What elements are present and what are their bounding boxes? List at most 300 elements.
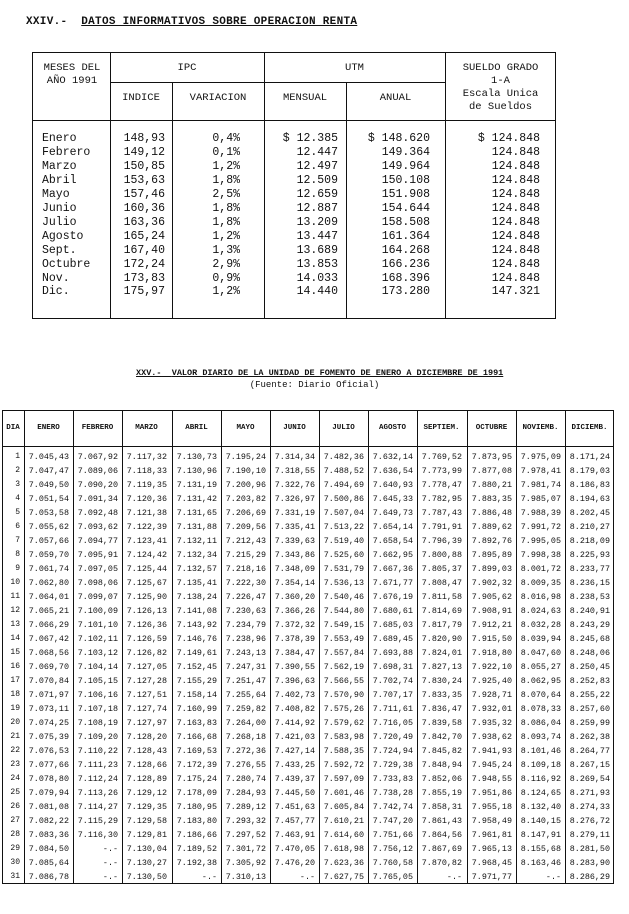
uf-value: 7.086,78 — [28, 872, 69, 882]
uf-day-number: 23 — [10, 760, 20, 769]
uf-value: 7.494,69 — [323, 480, 364, 490]
sueldo-value: 124.848 — [491, 187, 540, 201]
uf-value: 7.135,41 — [176, 578, 217, 588]
uf-header-junio: JUNIO — [283, 424, 306, 432]
sueldo-value: $ 124.848 — [477, 132, 540, 145]
uf-value: 7.733,83 — [372, 774, 413, 784]
uf-value: 7.206,69 — [225, 508, 266, 518]
uf-value: 7.439,37 — [274, 774, 315, 784]
utm-monthly: 12.447 — [296, 145, 338, 159]
month-name: Agosto — [42, 229, 84, 243]
uf-value: 7.968,45 — [471, 858, 512, 868]
uf-value: 7.118,33 — [126, 466, 167, 476]
uf-value: 7.991,72 — [520, 522, 561, 532]
header-meses-line1: MESES DEL — [43, 62, 101, 74]
uf-value: 7.570,90 — [323, 690, 364, 700]
utm-annual: 151.908 — [381, 187, 430, 201]
uf-value: 7.108,19 — [77, 718, 118, 728]
uf-value: 7.925,40 — [471, 676, 512, 686]
uf-value: 7.742,74 — [372, 802, 413, 812]
uf-value: 8.132,40 — [520, 802, 561, 812]
month-name: Marzo — [42, 159, 77, 173]
uf-value: 7.676,19 — [372, 592, 413, 602]
uf-value: 7.601,46 — [323, 788, 364, 798]
uf-value: 7.155,29 — [176, 676, 217, 686]
uf-value: 7.215,29 — [225, 550, 266, 560]
uf-value: 7.074,25 — [28, 718, 69, 728]
section-2-title-text: VALOR DIARIO DE LA UNIDAD DE FOMENTO DE ENERO A DICIEMBRE DE 1991 — [171, 368, 504, 378]
uf-value: 7.132,34 — [176, 550, 217, 560]
header-indice: INDICE — [122, 92, 160, 104]
uf-value: 7.889,62 — [471, 522, 512, 532]
ipc-variation: 1,2% — [212, 285, 240, 299]
sueldo-value: 124.848 — [491, 243, 540, 257]
uf-value: 8.276,72 — [569, 816, 610, 826]
uf-value: 7.127,05 — [126, 662, 167, 672]
uf-day-number: 17 — [10, 676, 20, 685]
header-sueldo-line3: Escala Unica — [462, 88, 539, 100]
ipc-index: 160,36 — [123, 201, 165, 215]
uf-value: 8.271,93 — [569, 788, 610, 798]
utm-monthly: 13.689 — [296, 243, 338, 257]
uf-value: 7.955,18 — [471, 802, 512, 812]
uf-header-mayo: MAYO — [236, 424, 255, 432]
uf-value: 7.284,93 — [225, 788, 266, 798]
uf-header-noviemb: NOVIEMB. — [522, 424, 559, 432]
uf-value: 7.636,54 — [372, 466, 413, 476]
uf-value: 8.286,29 — [569, 872, 610, 882]
header-meses-line2: AÑO 1991 — [46, 75, 98, 87]
uf-value: 7.861,43 — [421, 816, 462, 826]
uf-value: 7.076,53 — [28, 746, 69, 756]
ipc-variation: 1,2% — [212, 159, 240, 173]
uf-value: 7.778,47 — [421, 480, 462, 490]
uf-value: 7.873,95 — [471, 452, 512, 462]
uf-value: 7.125,90 — [126, 592, 167, 602]
uf-value: 7.605,84 — [323, 802, 364, 812]
uf-value: 7.090,20 — [77, 480, 118, 490]
uf-header-septiem: SEPTIEM. — [423, 424, 460, 432]
uf-value: 7.068,56 — [28, 648, 69, 658]
header-sueldo-line4: de Sueldos — [468, 101, 532, 113]
uf-value: 8.194,63 — [569, 494, 610, 504]
ipc-variation: 0,1% — [212, 145, 240, 159]
uf-value: 7.131,65 — [176, 508, 217, 518]
uf-header-agosto: AGOSTO — [378, 424, 406, 432]
month-name: Nov. — [42, 271, 70, 285]
uf-value: 8.062,95 — [520, 676, 561, 686]
uf-value: 7.073,11 — [28, 704, 69, 714]
utm-monthly: 12.497 — [296, 159, 338, 173]
uf-value: 7.095,91 — [77, 550, 118, 560]
uf-value: 7.331,19 — [274, 508, 315, 518]
uf-value: 7.800,88 — [421, 550, 462, 560]
uf-value: -.- — [102, 858, 118, 868]
uf-value: 7.525,60 — [323, 550, 364, 560]
uf-value: 8.218,09 — [569, 536, 610, 546]
uf-value: 7.935,32 — [471, 718, 512, 728]
uf-value: 7.360,20 — [274, 592, 315, 602]
uf-value: 7.057,66 — [28, 536, 69, 546]
uf-day-number: 22 — [10, 746, 20, 755]
uf-value: 8.283,90 — [569, 858, 610, 868]
uf-day-number: 1 — [15, 452, 20, 461]
utm-monthly: $ 12.385 — [282, 132, 338, 145]
uf-value: 7.724,94 — [372, 746, 413, 756]
uf-value: 7.680,61 — [372, 606, 413, 616]
uf-value: 7.773,99 — [421, 466, 462, 476]
uf-value: 7.488,52 — [323, 466, 364, 476]
uf-value: 7.103,12 — [77, 648, 118, 658]
uf-value: 7.082,22 — [28, 816, 69, 826]
uf-value: 7.066,29 — [28, 620, 69, 630]
month-name: Abril — [42, 173, 77, 187]
uf-value: 7.186,66 — [176, 830, 217, 840]
uf-value: 7.259,82 — [225, 704, 266, 714]
uf-value: 7.470,05 — [274, 844, 315, 854]
uf-value: 7.839,58 — [421, 718, 462, 728]
uf-day-number: 7 — [15, 536, 20, 545]
uf-value: 7.912,21 — [471, 620, 512, 630]
uf-value: 7.610,21 — [323, 816, 364, 826]
utm-monthly: 13.209 — [296, 215, 338, 229]
uf-value: 7.632,14 — [372, 452, 413, 462]
ipc-index: 163,36 — [123, 215, 165, 229]
uf-value: 7.067,92 — [77, 452, 118, 462]
uf-value: 7.190,10 — [225, 466, 266, 476]
utm-annual: 173.280 — [381, 285, 430, 299]
uf-value: 7.895,89 — [471, 550, 512, 560]
uf-value: 7.209,56 — [225, 522, 266, 532]
month-name: Sept. — [42, 243, 77, 257]
uf-value: 7.127,74 — [126, 704, 167, 714]
uf-value: 7.951,86 — [471, 788, 512, 798]
uf-value: 7.932,01 — [471, 704, 512, 714]
uf-value: 7.075,39 — [28, 732, 69, 742]
header-mensual: MENSUAL — [282, 92, 328, 104]
uf-value: 7.627,75 — [323, 872, 364, 882]
uf-value: 7.098,06 — [77, 578, 118, 588]
uf-value: 7.310,13 — [225, 872, 266, 882]
uf-value: 7.132,57 — [176, 564, 217, 574]
utm-annual: 166.236 — [381, 257, 430, 271]
uf-header-julio: JULIO — [332, 424, 355, 432]
uf-value: 7.121,38 — [126, 508, 167, 518]
uf-value: 7.756,12 — [372, 844, 413, 854]
uf-value: 7.276,55 — [225, 760, 266, 770]
uf-value: 7.685,03 — [372, 620, 413, 630]
header-variacion: VARIACION — [189, 92, 247, 104]
uf-value: 7.366,26 — [274, 606, 315, 616]
uf-value: 7.820,90 — [421, 634, 462, 644]
uf-header-enero: ENERO — [37, 424, 60, 432]
uf-value: 7.531,79 — [323, 564, 364, 574]
month-name: Octubre — [42, 257, 91, 271]
sueldo-value: 124.848 — [491, 173, 540, 187]
uf-value: 7.138,24 — [176, 592, 217, 602]
uf-day-number: 6 — [15, 522, 20, 531]
uf-value: 7.305,92 — [225, 858, 266, 868]
ipc-index: 165,24 — [123, 229, 165, 243]
uf-value: 8.281,50 — [569, 844, 610, 854]
uf-value: 8.086,04 — [520, 718, 561, 728]
uf-value: 7.402,73 — [274, 690, 315, 700]
uf-value: 7.791,91 — [421, 522, 462, 532]
uf-value: 7.129,12 — [126, 788, 167, 798]
uf-value: 7.264,00 — [225, 718, 266, 728]
uf-value: 7.111,23 — [77, 760, 118, 770]
uf-value: 7.166,68 — [176, 732, 217, 742]
header-utm: UTM — [345, 62, 364, 74]
uf-value: 7.396,63 — [274, 676, 315, 686]
uf-value: 8.001,72 — [520, 564, 561, 574]
uf-day-number: 14 — [10, 634, 20, 643]
uf-value: 7.414,92 — [274, 718, 315, 728]
uf-value: 7.855,19 — [421, 788, 462, 798]
uf-value: 7.125,67 — [126, 578, 167, 588]
utm-monthly: 14.033 — [296, 271, 338, 285]
uf-value: 7.796,39 — [421, 536, 462, 546]
uf-value: 7.938,62 — [471, 732, 512, 742]
uf-value: 7.119,35 — [126, 480, 167, 490]
uf-value: 7.540,46 — [323, 592, 364, 602]
uf-value: 7.067,42 — [28, 634, 69, 644]
uf-value: 7.064,01 — [28, 592, 69, 602]
uf-value: 7.149,61 — [176, 648, 217, 658]
uf-value: 7.127,28 — [126, 676, 167, 686]
uf-value: -.- — [102, 872, 118, 882]
uf-value: 7.985,07 — [520, 494, 561, 504]
uf-value: 7.649,73 — [372, 508, 413, 518]
uf-value: 7.127,51 — [126, 690, 167, 700]
uf-value: 7.830,24 — [421, 676, 462, 686]
uf-value: 7.152,45 — [176, 662, 217, 672]
uf-value: 7.045,43 — [28, 452, 69, 462]
uf-day-number: 27 — [10, 816, 20, 825]
uf-value: 8.225,93 — [569, 550, 610, 560]
uf-value: 7.146,76 — [176, 634, 217, 644]
utm-monthly: 14.440 — [296, 285, 338, 299]
uf-value: 8.179,03 — [569, 466, 610, 476]
uf-value: 8.269,54 — [569, 774, 610, 784]
uf-value: 7.716,05 — [372, 718, 413, 728]
utm-annual: 158.508 — [381, 215, 430, 229]
uf-value: 7.566,55 — [323, 676, 364, 686]
utm-annual: 150.108 — [381, 173, 430, 187]
uf-value: -.- — [299, 872, 315, 882]
uf-value: 7.081,08 — [28, 802, 69, 812]
uf-value: 7.084,50 — [28, 844, 69, 854]
uf-value: 7.109,20 — [77, 732, 118, 742]
uf-value: 8.055,27 — [520, 662, 561, 672]
uf-value: 7.189,52 — [176, 844, 217, 854]
uf-value: 7.618,98 — [323, 844, 364, 854]
uf-value: 7.083,36 — [28, 830, 69, 840]
ipc-variation: 1,3% — [212, 243, 240, 257]
utm-annual: $ 148.620 — [367, 132, 430, 145]
uf-value: 7.234,79 — [225, 620, 266, 630]
ipc-variation: 1,8% — [212, 201, 240, 215]
uf-value: 7.899,03 — [471, 564, 512, 574]
uf-value: 7.071,97 — [28, 690, 69, 700]
uf-value: 7.175,24 — [176, 774, 217, 784]
uf-value: 7.065,21 — [28, 606, 69, 616]
utm-monthly: 12.509 — [296, 173, 338, 187]
uf-value: 7.230,63 — [225, 606, 266, 616]
uf-value: 7.870,82 — [421, 858, 462, 868]
uf-value: 7.160,99 — [176, 704, 217, 714]
uf-value: 7.131,19 — [176, 480, 217, 490]
uf-value: 7.163,83 — [176, 718, 217, 728]
month-name: Enero — [42, 132, 77, 145]
ipc-index: 150,85 — [123, 159, 165, 173]
ipc-variation: 1,8% — [212, 173, 240, 187]
uf-value: 8.250,45 — [569, 662, 610, 672]
uf-value: 7.562,19 — [323, 662, 364, 672]
uf-value: 8.070,64 — [520, 690, 561, 700]
uf-value: 7.093,62 — [77, 522, 118, 532]
uf-value: 7.867,69 — [421, 844, 462, 854]
uf-value: 7.115,29 — [77, 816, 118, 826]
uf-value: 7.354,14 — [274, 578, 315, 588]
utm-annual: 168.396 — [381, 271, 430, 285]
uf-value: 7.343,86 — [274, 550, 315, 560]
uf-value: 7.915,50 — [471, 634, 512, 644]
uf-value: -.- — [446, 872, 462, 882]
ipc-index: 167,40 — [123, 243, 165, 257]
uf-value: 8.279,11 — [569, 830, 610, 840]
utm-annual: 154.644 — [381, 201, 430, 215]
section-2-number: XXV.- — [136, 368, 162, 378]
uf-value: 8.109,18 — [520, 760, 561, 770]
sueldo-value: 124.848 — [491, 229, 540, 243]
uf-value: 7.922,10 — [471, 662, 512, 672]
uf-value: 7.614,60 — [323, 830, 364, 840]
uf-value: 7.120,36 — [126, 494, 167, 504]
uf-value: 8.147,91 — [520, 830, 561, 840]
uf-day-number: 16 — [10, 662, 20, 671]
uf-value: 7.085,64 — [28, 858, 69, 868]
header-anual: ANUAL — [379, 92, 412, 104]
uf-value: 7.062,80 — [28, 578, 69, 588]
uf-value: 7.069,70 — [28, 662, 69, 672]
uf-value: 7.127,97 — [126, 718, 167, 728]
section-1-title-text: DATOS INFORMATIVOS SOBRE OPERACION RENTA — [81, 16, 358, 28]
uf-day-number: 15 — [10, 648, 20, 657]
uf-day-number: 8 — [15, 550, 20, 559]
uf-value: 7.808,47 — [421, 578, 462, 588]
uf-value: 8.016,98 — [520, 592, 561, 602]
uf-value: 8.259,99 — [569, 718, 610, 728]
uf-value: 7.845,82 — [421, 746, 462, 756]
section-1-number: XXIV.- — [26, 16, 68, 28]
uf-day-number: 5 — [15, 508, 20, 517]
uf-value: 7.212,43 — [225, 536, 266, 546]
uf-value: 7.131,88 — [176, 522, 217, 532]
uf-value: 7.747,20 — [372, 816, 413, 826]
ipc-variation: 2,5% — [212, 187, 240, 201]
uf-value: 7.078,80 — [28, 774, 69, 784]
uf-value: 7.378,39 — [274, 634, 315, 644]
uf-value: 7.322,76 — [274, 480, 315, 490]
uf-value: 7.102,11 — [77, 634, 118, 644]
header-sueldo-line2: 1-A — [491, 75, 510, 87]
uf-value: 7.848,94 — [421, 760, 462, 770]
uf-value: 7.805,37 — [421, 564, 462, 574]
uf-value: 8.238,53 — [569, 592, 610, 602]
uf-day-number: 4 — [15, 494, 20, 503]
uf-value: 7.833,35 — [421, 690, 462, 700]
uf-value: 8.093,74 — [520, 732, 561, 742]
utm-monthly: 12.887 — [296, 201, 338, 215]
month-name: Junio — [42, 201, 77, 215]
uf-value: 7.787,43 — [421, 508, 462, 518]
uf-value: 7.842,70 — [421, 732, 462, 742]
uf-value: 7.998,38 — [520, 550, 561, 560]
uf-value: 7.880,21 — [471, 480, 512, 490]
uf-value: 7.124,42 — [126, 550, 167, 560]
uf-value: 7.557,84 — [323, 648, 364, 658]
uf-value: 7.671,77 — [372, 578, 413, 588]
uf-value: 7.101,10 — [77, 620, 118, 630]
uf-value: 8.262,38 — [569, 732, 610, 742]
uf-value: 7.877,08 — [471, 466, 512, 476]
uf-value: 7.662,95 — [372, 550, 413, 560]
uf-value: 8.248,06 — [569, 648, 610, 658]
uf-value: 7.817,79 — [421, 620, 462, 630]
uf-value: 7.132,11 — [176, 536, 217, 546]
uf-value: 8.186,83 — [569, 480, 610, 490]
uf-value: 7.089,06 — [77, 466, 118, 476]
uf-value: 8.236,15 — [569, 578, 610, 588]
ipc-index: 175,97 — [123, 285, 165, 299]
uf-value: 8.257,60 — [569, 704, 610, 714]
uf-value: 7.433,25 — [274, 760, 315, 770]
uf-value: 7.047,47 — [28, 466, 69, 476]
uf-value: 7.958,49 — [471, 816, 512, 826]
uf-value: 7.247,31 — [225, 662, 266, 672]
uf-value: 7.588,35 — [323, 746, 364, 756]
ipc-variation: 1,2% — [212, 229, 240, 243]
sueldo-value: 124.848 — [491, 215, 540, 229]
uf-value: 7.070,84 — [28, 676, 69, 686]
uf-value: 7.055,62 — [28, 522, 69, 532]
uf-value: 7.297,52 — [225, 830, 266, 840]
uf-value: 7.892,76 — [471, 536, 512, 546]
month-name: Julio — [42, 215, 77, 229]
uf-value: 7.141,08 — [176, 606, 217, 616]
uf-value: 8.116,92 — [520, 774, 561, 784]
uf-value: 8.039,94 — [520, 634, 561, 644]
uf-value: 7.112,24 — [77, 774, 118, 784]
uf-value: 7.918,80 — [471, 648, 512, 658]
sueldo-value: 124.848 — [491, 145, 540, 159]
utm-annual: 149.964 — [381, 159, 430, 173]
uf-value: 7.318,55 — [274, 466, 315, 476]
uf-value: 8.210,27 — [569, 522, 610, 532]
uf-value: 7.301,72 — [225, 844, 266, 854]
ipc-index: 148,93 — [123, 132, 165, 145]
uf-value: 7.827,13 — [421, 662, 462, 672]
ipc-index: 173,83 — [123, 271, 165, 285]
uf-value: 8.233,77 — [569, 564, 610, 574]
uf-value: 7.130,27 — [126, 858, 167, 868]
ipc-variation: 2,9% — [212, 257, 240, 271]
uf-day-number: 11 — [10, 592, 20, 601]
uf-value: 8.163,46 — [520, 858, 561, 868]
uf-value: 7.852,06 — [421, 774, 462, 784]
uf-value: 7.128,66 — [126, 760, 167, 770]
